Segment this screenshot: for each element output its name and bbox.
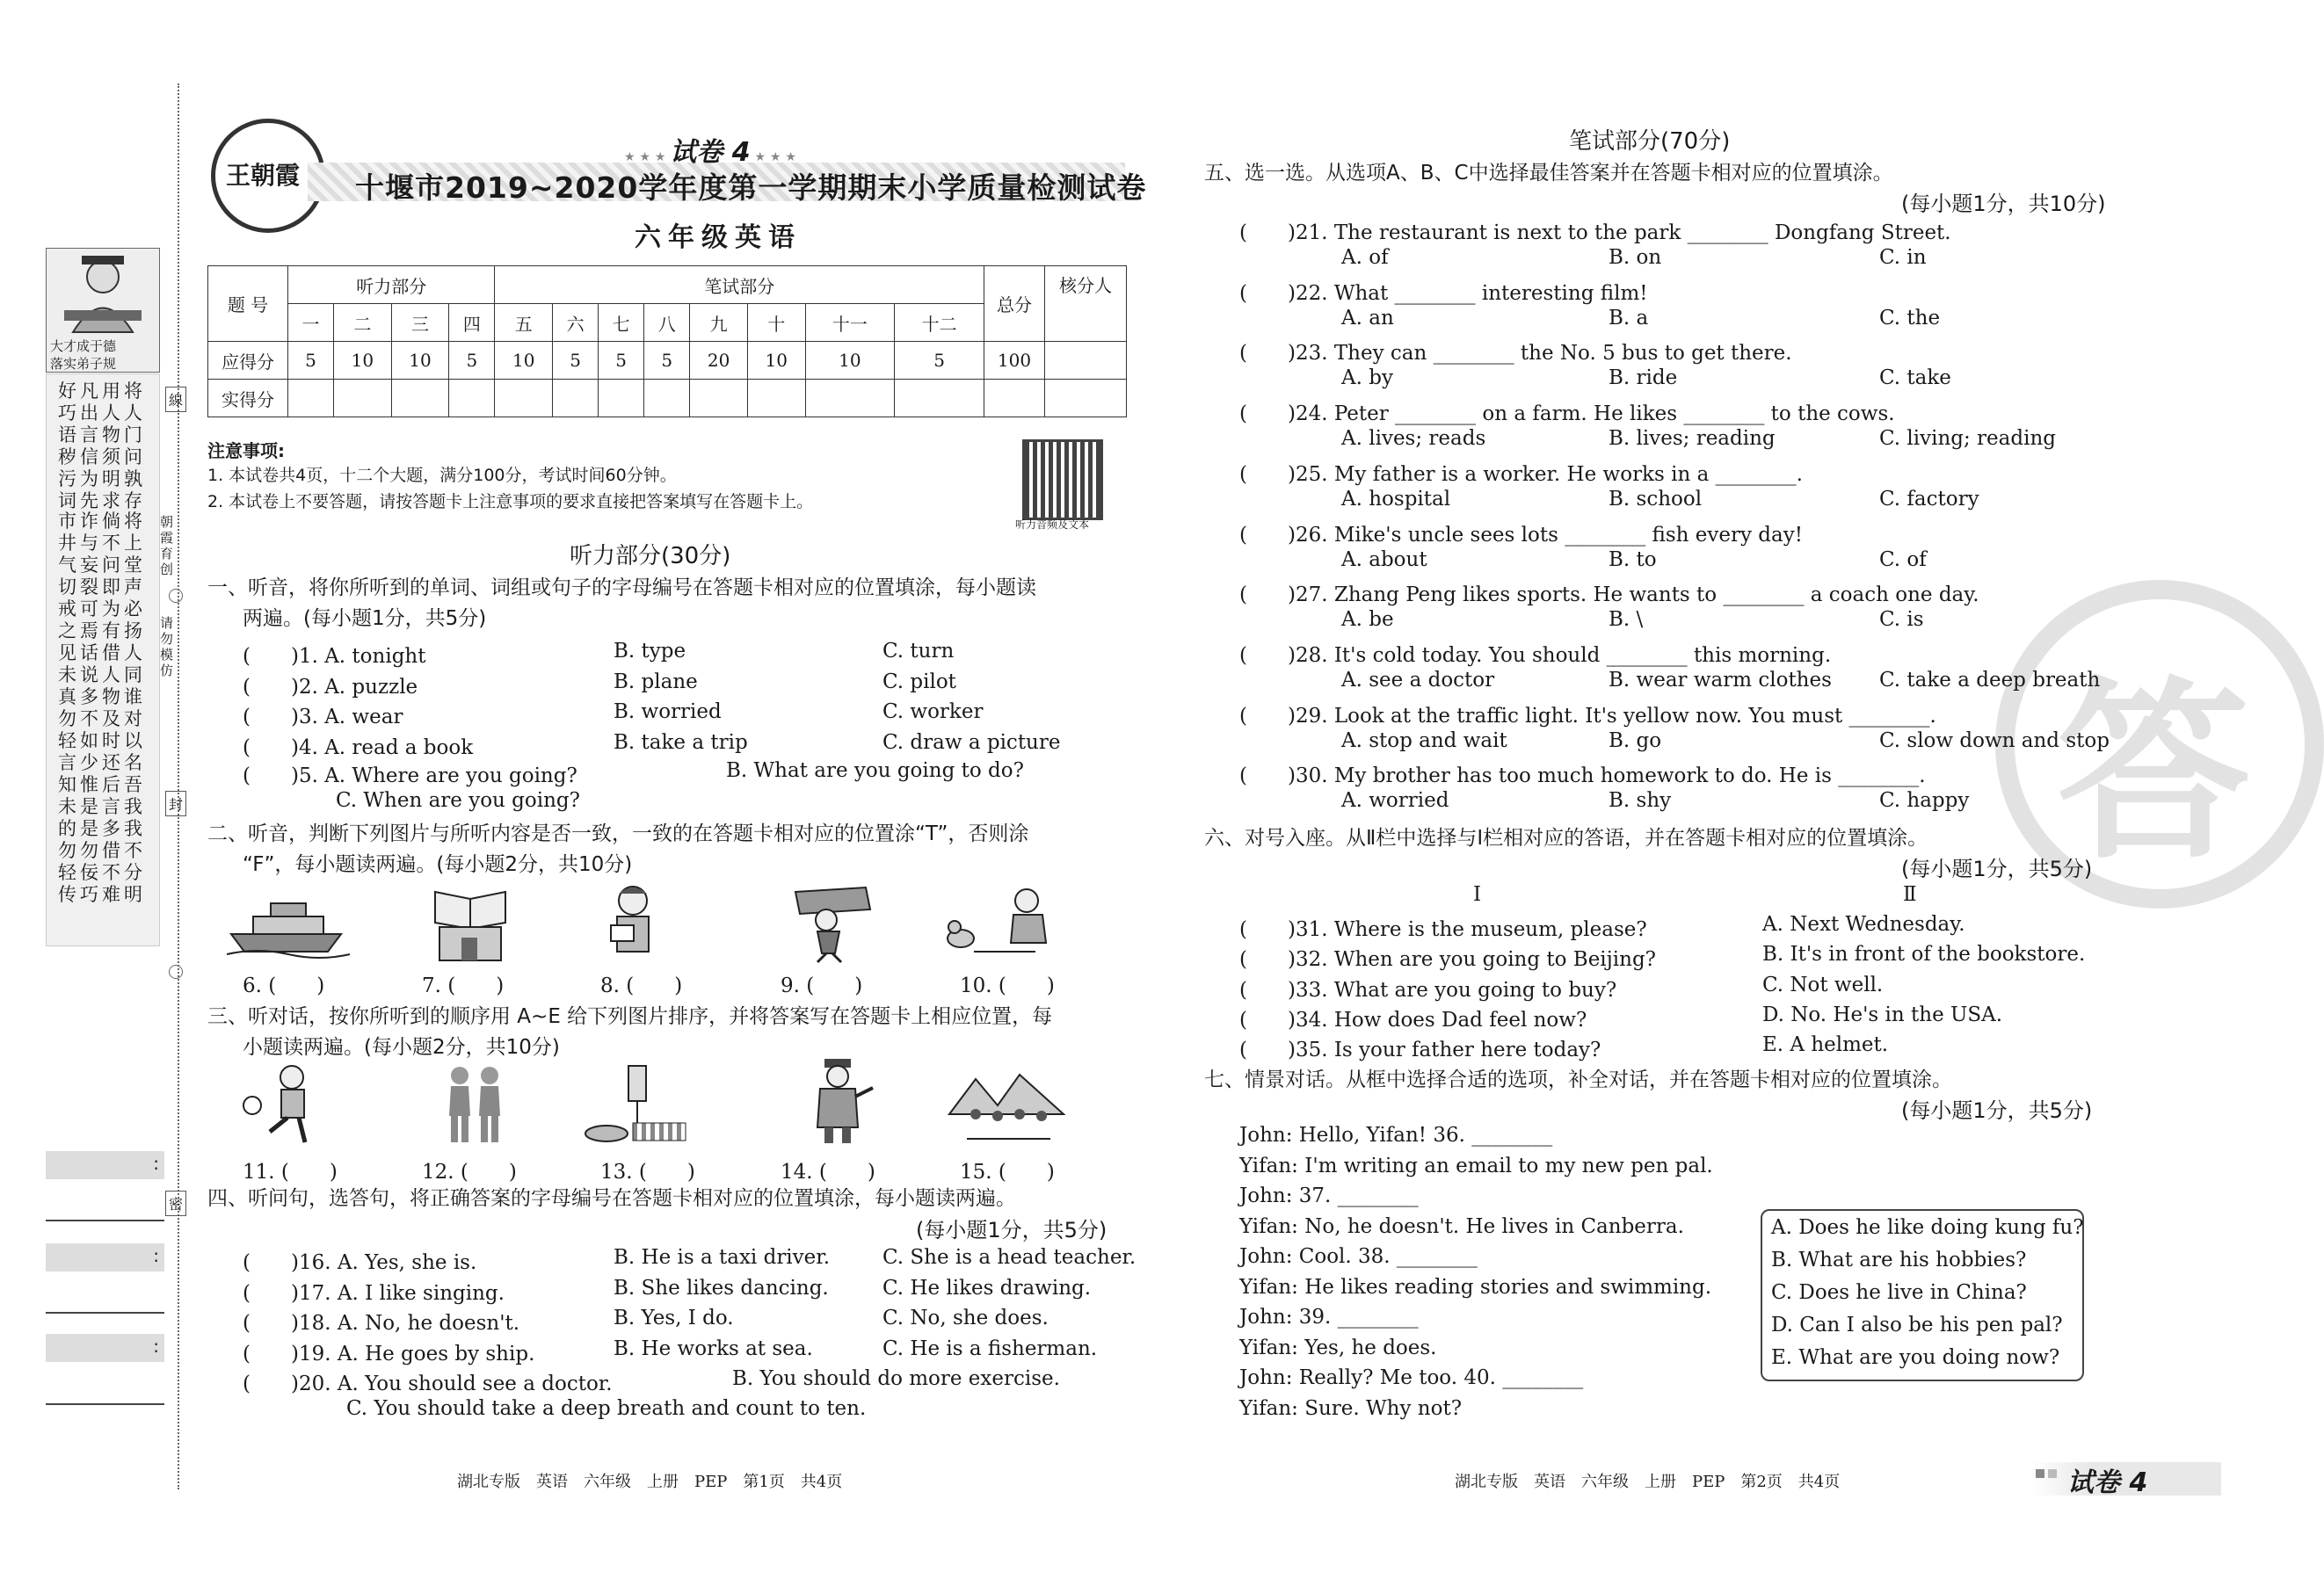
- s5-question: ( )22. What ________ interesting film!: [1239, 281, 1648, 305]
- seal-circle-1: [169, 589, 183, 603]
- table-col-listening: 一: [288, 304, 334, 342]
- table-actual-cell[interactable]: [984, 380, 1045, 417]
- qr-caption: 听力音频及文本: [1015, 518, 1090, 531]
- slogan-2: 落实弟子规: [50, 356, 117, 372]
- people-in-mountains-icon: [949, 1061, 1064, 1142]
- s5-option-a[interactable]: A. see a doctor: [1341, 668, 1495, 692]
- seal-mark-1: 線: [165, 387, 186, 412]
- dizigui-line: 未说人同: [58, 664, 146, 685]
- s3-head-2: 小题读两遍。(每小题2分，共10分): [243, 1036, 560, 1059]
- q20-b: B. You should do more exercise.: [732, 1367, 1060, 1390]
- s5-option-a[interactable]: A. hospital: [1341, 487, 1451, 511]
- s4-question: ( )16. A. Yes, she is.: [243, 1251, 477, 1274]
- row-label-actual: 实得分: [208, 380, 288, 417]
- s3-answer-label[interactable]: 15. ( ): [960, 1161, 1055, 1184]
- s7-option[interactable]: A. Does he like doing kung fu?: [1771, 1216, 2084, 1239]
- s5-question: ( )26. Mike's uncle sees lots ________ fish every day!: [1239, 523, 1803, 547]
- footer-left: 湖北专版 英语 六年级 上册 PEP 第1页 共4页: [457, 1473, 843, 1491]
- dizigui-line: 言少还名: [58, 752, 146, 773]
- s6-answer[interactable]: B. It's in front of the bookstore.: [1762, 943, 2086, 967]
- dialog-line: Yifan: No, he doesn't. He lives in Canberra.: [1239, 1214, 1684, 1238]
- s5-question: ( )29. Look at the traffic light. It's yellow now. You must ________.: [1239, 704, 1936, 728]
- dialog-line: John: Really? Me too. 40. ________: [1239, 1366, 1584, 1389]
- brand-logo: 王朝霞: [211, 119, 325, 233]
- s5-option-c[interactable]: C. of: [1879, 547, 1927, 571]
- q5-c: C. When are you going?: [336, 789, 580, 812]
- q20-c: C. You should take a deep breath and count to ten.: [346, 1397, 867, 1420]
- boy-reading-icon: [598, 881, 668, 962]
- s5-question: ( )23. They can ________ the No. 5 bus to get there.: [1239, 342, 1792, 366]
- written-title: 笔试部分(70分): [1569, 128, 1731, 155]
- girl-drawing-with-dog-icon: [939, 881, 1057, 962]
- s5-question: ( )25. My father is a worker. He works in a ________.: [1239, 462, 1803, 486]
- s5-option-c[interactable]: C. factory: [1879, 487, 1979, 511]
- notes-title: 注意事项:: [207, 440, 285, 461]
- dizigui-line: 传巧难明: [58, 884, 146, 905]
- dialog-line: Yifan: Yes, he does.: [1239, 1336, 1437, 1359]
- s1-option-b[interactable]: B. plane: [614, 670, 698, 693]
- s1-option-c[interactable]: C. worker: [882, 700, 984, 723]
- dizigui-line: 见话借人: [58, 642, 146, 663]
- table-should-cell: 5: [449, 342, 495, 380]
- table-should-cell: 5: [644, 342, 690, 380]
- s2-answer-label[interactable]: 7. ( ): [422, 974, 505, 997]
- row-label-should: 应得分: [208, 342, 288, 380]
- seal-mark-2: 封: [165, 791, 186, 816]
- s6-answer[interactable]: A. Next Wednesday.: [1762, 913, 1965, 936]
- binding-dotted-line: [178, 83, 179, 1489]
- s5-option-c[interactable]: C. slow down and stop: [1879, 728, 2110, 752]
- table-header-listening: 听力部分: [288, 266, 495, 304]
- table-should-cell: 100: [984, 342, 1045, 380]
- s1-question: ( )3. A. wear: [243, 706, 403, 728]
- s4-option-b[interactable]: B. Yes, I do.: [614, 1307, 734, 1329]
- slogan-1: 大才成于德: [50, 338, 117, 354]
- s5-option-c[interactable]: C. the: [1879, 306, 1941, 330]
- kids-walking-icon: [435, 1063, 514, 1144]
- s4-option-c[interactable]: C. He likes drawing.: [882, 1276, 1092, 1300]
- policeman-icon: [798, 1057, 877, 1145]
- s3-answer-label[interactable]: 12. ( ): [422, 1161, 517, 1184]
- dizigui-line: 井与不上: [58, 532, 146, 554]
- dialog-line: John: Hello, Yifan! 36. ________: [1239, 1124, 1553, 1147]
- table-should-row: [208, 342, 1127, 380]
- crosswalk-icon: [580, 1061, 694, 1145]
- table-col-written: 十二: [895, 304, 984, 342]
- table-col-written: 十一: [805, 304, 895, 342]
- table-col-listening: 三: [391, 304, 449, 342]
- dialog-line: Yifan: I'm writing an email to my new pen pal.: [1239, 1154, 1713, 1177]
- s4-question: ( )18. A. No, he doesn't.: [243, 1312, 520, 1335]
- s1-head-1: 一、听音，将你所听到的单词、词组或句子的字母编号在答题卡相对应的位置填涂，每小题读: [207, 576, 1036, 599]
- s4-option-b[interactable]: B. She likes dancing.: [614, 1276, 829, 1300]
- seal-label-1: 朝霞育创: [160, 514, 174, 577]
- s4-question: ( )19. A. He goes by ship.: [243, 1342, 535, 1366]
- name-field-3[interactable]: :: [46, 1334, 164, 1362]
- col-ii: Ⅱ: [1903, 883, 1917, 906]
- s1-option-b[interactable]: B. worried: [614, 700, 722, 723]
- note-1: 1. 本试卷共4页，十二个大题，满分100分，考试时间60分钟。: [207, 466, 677, 485]
- s3-answer-label[interactable]: 14. ( ): [781, 1161, 875, 1184]
- s5-option-a[interactable]: A. stop and wait: [1341, 728, 1507, 752]
- dizigui-line: 真多物谁: [58, 686, 146, 707]
- dialog-line: John: 39. ________: [1239, 1306, 1419, 1329]
- dizigui-line: 市诈倘将: [58, 511, 146, 532]
- name-underline-1: [46, 1220, 164, 1221]
- s5-option-b[interactable]: B. to: [1609, 547, 1657, 571]
- s1-question: ( )1. A. tonight: [243, 645, 426, 668]
- s5-question: ( )21. The restaurant is next to the park ________ Dongfang Street.: [1239, 221, 1951, 244]
- dizigui-line: 语言物门: [58, 424, 146, 446]
- s6-head: 六、对号入座。从Ⅱ栏中选择与Ⅰ栏相对应的答语，并在答题卡相对应的位置填涂。: [1204, 827, 1928, 850]
- s2-answer-label[interactable]: 8. ( ): [600, 974, 683, 997]
- s5-option-b[interactable]: B. school: [1609, 487, 1703, 511]
- paper-series: ★ ★ ★ 试卷 4 ★ ★ ★: [624, 137, 796, 168]
- seal-circle-2: [169, 965, 183, 979]
- dizigui-line: 轻如时以: [58, 730, 146, 751]
- table-checker-cell[interactable]: [1045, 342, 1127, 380]
- s5-option-b[interactable]: B. a: [1609, 306, 1649, 330]
- s5-option-b[interactable]: B. lives; reading: [1609, 427, 1776, 451]
- s6-question: ( )32. When are you going to Beijing?: [1239, 948, 1657, 972]
- s2-head-1: 二、听音，判断下列图片与所听内容是否一致，一致的在答题卡相对应的位置涂“T”，否则涂: [207, 822, 1029, 845]
- s7-option[interactable]: B. What are his hobbies?: [1771, 1249, 2027, 1271]
- dizigui-line: 气妄问堂: [58, 554, 146, 576]
- dizigui-line: 词先求存: [58, 490, 146, 511]
- table-actual-cell[interactable]: [553, 380, 599, 417]
- s7-option[interactable]: E. What are you doing now?: [1771, 1346, 2060, 1369]
- dialog-line: John: 37. ________: [1239, 1184, 1419, 1207]
- dizigui-line: 好凡用将: [58, 380, 146, 402]
- s2-answer-label[interactable]: 9. ( ): [781, 974, 863, 997]
- qr-code-icon[interactable]: [1022, 439, 1103, 520]
- footer-badge: 试卷 4: [2067, 1467, 2148, 1498]
- table-col-written: 十: [747, 304, 805, 342]
- table-should-cell: 10: [805, 342, 895, 380]
- s4-question: ( )17. A. I like singing.: [243, 1281, 505, 1305]
- table-header-written: 笔试部分: [495, 266, 984, 304]
- girl-running-rain-icon: [787, 883, 875, 964]
- s3-head-1: 三、听对话，按你所听到的顺序用 A~E 给下列图片排序，并将答案写在答题卡上相应位置，每: [207, 1005, 1053, 1028]
- note-2: 2. 本试卷上不要答题，请按答题卡上注意事项的要求直接把答案填写在答题卡上。: [207, 492, 814, 511]
- s6-score: (每小题1分，共5分): [1901, 857, 2093, 881]
- table-header-tihao: 题 号: [208, 266, 288, 342]
- s5-option-b[interactable]: B. shy: [1609, 789, 1672, 813]
- table-col-written: 九: [690, 304, 748, 342]
- cruise-ship-icon: [227, 886, 350, 958]
- name-field-2[interactable]: :: [46, 1243, 164, 1271]
- table-col-written: 七: [599, 304, 644, 342]
- s6-question: ( )33. What are you going to buy?: [1239, 978, 1617, 1002]
- watermark-seal: 答: [1995, 580, 2324, 909]
- s2-head-2: “F”，每小题读两遍。(每小题2分，共10分): [243, 853, 633, 876]
- s6-question: ( )35. Is your father here today?: [1239, 1039, 1601, 1062]
- table-actual-cell[interactable]: [805, 380, 895, 417]
- badge-square-2: [2048, 1469, 2057, 1478]
- table-actual-cell[interactable]: [495, 380, 553, 417]
- table-actual-cell[interactable]: [1045, 380, 1127, 417]
- table-actual-cell[interactable]: [391, 380, 449, 417]
- s1-question: ( )2. A. puzzle: [243, 675, 418, 699]
- dialog-line: Yifan: Sure. Why not?: [1239, 1396, 1463, 1420]
- dizigui-line: 知惟后吾: [58, 774, 146, 795]
- s5-option-c[interactable]: C. in: [1879, 246, 1927, 269]
- table-actual-cell[interactable]: [288, 380, 334, 417]
- table-header-total: 总分: [984, 266, 1045, 342]
- dialog-line: Yifan: He likes reading stories and swimming.: [1239, 1275, 1712, 1299]
- s5-option-a[interactable]: A. by: [1341, 366, 1393, 390]
- table-actual-cell[interactable]: [599, 380, 644, 417]
- s1-question: ( )4. A. read a book: [243, 735, 474, 759]
- table-should-cell: 10: [747, 342, 805, 380]
- dizigui-line: 切裂即声: [58, 576, 146, 598]
- s4-option-c[interactable]: C. No, she does.: [882, 1307, 1049, 1329]
- s5-question: ( )24. Peter ________ on a farm. He likes ________ to the cows.: [1239, 402, 1895, 426]
- dizigui-line: 之焉有扬: [58, 620, 146, 641]
- s7-head: 七、情景对话。从框中选择合适的选项，补全对话，并在答题卡相对应的位置填涂。: [1204, 1069, 1952, 1091]
- s4-option-c[interactable]: C. He is a fisherman.: [882, 1337, 1098, 1360]
- s5-option-b[interactable]: B. wear warm clothes: [1609, 668, 1832, 692]
- scholar-mascot-icon: [47, 249, 159, 337]
- dizigui-line: 的是多我: [58, 818, 146, 839]
- s5-option-c[interactable]: C. is: [1879, 608, 1924, 632]
- q20-a: ( )20. A. You should see a doctor.: [243, 1373, 613, 1395]
- dizigui-line: 污为明孰: [58, 468, 146, 489]
- s6-answer[interactable]: D. No. He's in the USA.: [1762, 1003, 2003, 1026]
- table-col-written: 八: [644, 304, 690, 342]
- s1-head-2: 两遍。(每小题1分，共5分): [243, 607, 487, 630]
- table-col-listening: 二: [334, 304, 392, 342]
- mascot-box: [46, 248, 160, 373]
- col-i: Ⅰ: [1473, 883, 1482, 906]
- listening-title: 听力部分(30分): [570, 543, 731, 569]
- s4-option-c[interactable]: C. She is a head teacher.: [882, 1246, 1137, 1269]
- s5-option-a[interactable]: A. lives; reads: [1341, 427, 1486, 451]
- table-col-written: 六: [553, 304, 599, 342]
- table-actual-cell[interactable]: [747, 380, 805, 417]
- s4-option-b[interactable]: B. He works at sea.: [614, 1337, 813, 1360]
- s4-score: (每小题1分，共5分): [916, 1218, 1108, 1242]
- paper-title: 十堰市2019~2020学年度第一学期期末小学质量检测试卷: [355, 170, 1147, 205]
- table-should-cell: 5: [288, 342, 334, 380]
- table-col-written: 五: [495, 304, 553, 342]
- seal-label-2: 请勿模仿: [160, 615, 174, 678]
- s5-question: ( )27. Zhang Peng likes sports. He wants to ________ a coach one day.: [1239, 583, 1979, 607]
- s5-option-c[interactable]: C. living; reading: [1879, 427, 2056, 451]
- table-should-cell: 20: [690, 342, 748, 380]
- s6-question: ( )31. Where is the museum, please?: [1239, 918, 1647, 941]
- s5-option-a[interactable]: A. an: [1341, 306, 1394, 330]
- s2-answer-label[interactable]: 6. ( ): [243, 974, 325, 997]
- dizigui-line: 戒可为必: [58, 598, 146, 619]
- dizigui-line: 巧出人人: [58, 402, 146, 424]
- s1-option-c[interactable]: C. pilot: [882, 670, 956, 693]
- dizigui-line: 秽信须问: [58, 446, 146, 467]
- s1-option-b[interactable]: B. type: [614, 640, 686, 663]
- table-actual-cell[interactable]: [644, 380, 690, 417]
- s4-option-b[interactable]: B. He is a taxi driver.: [614, 1246, 831, 1269]
- table-header-checker: 核分人: [1045, 266, 1127, 342]
- boy-kicking-ball-icon: [239, 1061, 336, 1145]
- table-actual-cell[interactable]: [334, 380, 392, 417]
- s5-option-a[interactable]: A. of: [1341, 246, 1389, 269]
- s5-score: (每小题1分，共10分): [1901, 192, 2106, 216]
- s5-option-b[interactable]: B. \: [1609, 608, 1644, 632]
- footer-right: 湖北专版 英语 六年级 上册 PEP 第2页 共4页: [1455, 1473, 1841, 1491]
- table-actual-cell[interactable]: [690, 380, 748, 417]
- s5-option-b[interactable]: B. go: [1609, 728, 1662, 752]
- s6-question: ( )34. How does Dad feel now?: [1239, 1008, 1587, 1032]
- s1-option-c[interactable]: C. turn: [882, 640, 955, 663]
- paper-subject: 六年级英语: [635, 222, 802, 253]
- table-should-cell: 10: [495, 342, 553, 380]
- score-table: [207, 265, 1127, 417]
- name-underline-3: [46, 1403, 164, 1405]
- s1-option-b[interactable]: B. take a trip: [614, 730, 748, 754]
- table-should-cell: 10: [334, 342, 392, 380]
- s5-option-c[interactable]: C. happy: [1879, 789, 1970, 813]
- table-col-listening: 四: [449, 304, 495, 342]
- s6-answer[interactable]: E. A helmet.: [1762, 1033, 1889, 1057]
- s5-option-a[interactable]: A. be: [1341, 608, 1394, 632]
- s3-answer-label[interactable]: 11. ( ): [243, 1161, 338, 1184]
- seal-mark-3: 密: [165, 1191, 186, 1216]
- q5-b: B. What are you going to do?: [726, 759, 1024, 782]
- table-actual-cell[interactable]: [449, 380, 495, 417]
- s5-question: ( )28. It's cold today. You should ________ this morning.: [1239, 643, 1832, 667]
- s7-option[interactable]: D. Can I also be his pen pal?: [1771, 1314, 2063, 1337]
- s5-option-a[interactable]: A. about: [1341, 547, 1427, 571]
- s1-option-c[interactable]: C. draw a picture: [882, 730, 1061, 754]
- q5-a: ( )5. A. Where are you going?: [243, 764, 577, 787]
- table-should-cell: 5: [599, 342, 644, 380]
- dizigui-line: 未是言我: [58, 796, 146, 817]
- s3-answer-label[interactable]: 13. ( ): [600, 1161, 695, 1184]
- name-underline-2: [46, 1312, 164, 1314]
- dizigui-line: 勿不及对: [58, 708, 146, 729]
- table-actual-row: [208, 380, 1127, 417]
- library-book-icon: [426, 883, 514, 962]
- name-field-1[interactable]: :: [46, 1151, 164, 1179]
- dizigui-line: 轻佞不分: [58, 862, 146, 883]
- s5-question: ( )30. My brother has too much homework to do. He is ________.: [1239, 764, 1926, 788]
- s4-head-1: 四、听问句，选答句，将正确答案的字母编号在答题卡相对应的位置填涂，每小题读两遍。: [207, 1187, 1016, 1210]
- s5-option-b[interactable]: B. on: [1609, 246, 1662, 269]
- s5-head: 五、选一选。从选项A、B、C中选择最佳答案并在答题卡相对应的位置填涂。: [1204, 162, 1893, 185]
- s7-score: (每小题1分，共5分): [1901, 1098, 2093, 1123]
- s6-answer[interactable]: C. Not well.: [1762, 973, 1884, 996]
- badge-square-1: [2036, 1469, 2044, 1478]
- s5-option-a[interactable]: A. worried: [1341, 789, 1449, 813]
- s7-option[interactable]: C. Does he live in China?: [1771, 1281, 2027, 1304]
- s5-option-c[interactable]: C. take: [1879, 366, 1951, 390]
- s2-answer-label[interactable]: 10. ( ): [960, 974, 1055, 997]
- s5-option-c[interactable]: C. take a deep breath: [1879, 668, 2101, 692]
- table-should-cell: 10: [391, 342, 449, 380]
- s5-option-b[interactable]: B. ride: [1609, 366, 1678, 390]
- dizigui-line: 勿勿借不: [58, 840, 146, 861]
- table-should-cell: 5: [553, 342, 599, 380]
- dialog-line: John: Cool. 38. ________: [1239, 1245, 1478, 1268]
- table-actual-cell[interactable]: [895, 380, 984, 417]
- table-should-cell: 5: [895, 342, 984, 380]
